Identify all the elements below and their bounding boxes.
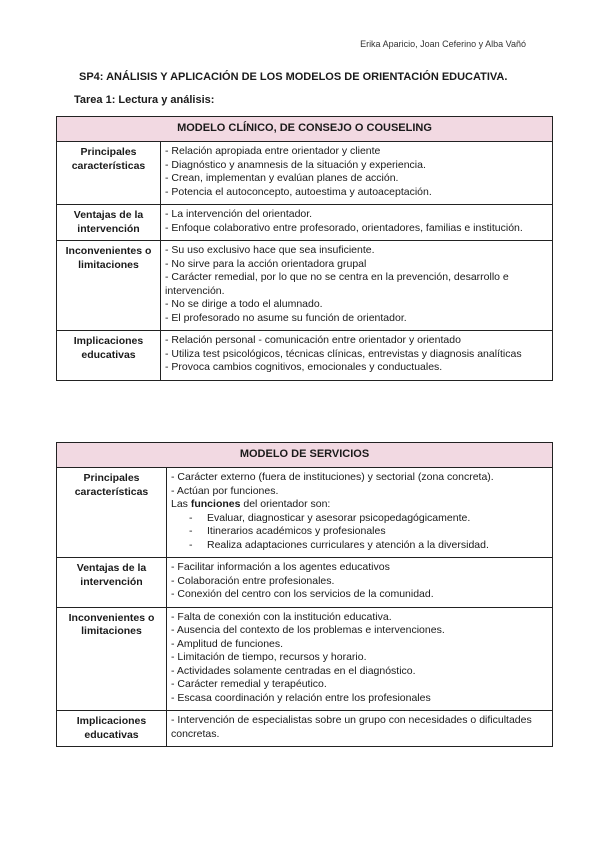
lead-text: Las [171,498,191,510]
list-item: - Carácter remedial y terapéutico. [171,678,327,690]
dash-bullet: - [189,525,193,537]
row-content [161,241,553,331]
row-content [161,205,553,241]
row-heading: Inconvenientes o limitaciones [57,607,167,711]
table-row [57,711,553,747]
list-item: - Carácter remedial, por lo que no se centra en la prevención, desarrollo e intervención. [165,271,509,297]
task-subtitle: Tarea 1: Lectura y análisis: [74,94,215,106]
table-row [57,205,553,241]
list-item: - Ausencia del contexto de los problemas e intervenciones. [171,624,445,636]
sub-list-item [171,525,548,539]
services-model-table [56,442,553,747]
sub-list-item [171,512,548,526]
list-item: - Actúan por funciones. [171,484,279,497]
list-item: - Carácter externo (fuera de instituciones) y sectorial (zona concreta). [171,471,494,483]
row-content [167,468,553,558]
list-item: - Utiliza test psicológicos, técnicas clínicas, entrevistas y diagnosis analíticas [165,347,522,360]
lead-bold-word: funciones [190,498,241,510]
row-content [167,558,553,608]
row-heading: Implicaciones educativas [57,711,167,747]
row-heading: Ventajas de la intervención [57,205,161,241]
table-row [57,607,553,711]
list-item: - Falta de conexión con la institución educativa. [171,610,392,623]
list-item: - El profesorado no asume su función de orientador. [165,311,407,324]
sub-list-item-text: Itinerarios académicos y profesionales [207,525,386,537]
list-item: - Limitación de tiempo, recursos y horario. [171,651,367,663]
row-heading: Principales características [57,468,167,558]
row-content [167,607,553,711]
list-item: - Conexión del centro con los servicios de la comunidad. [171,588,434,600]
table-row [57,142,553,205]
list-item: - Amplitud de funciones. [171,637,284,650]
table-row [57,558,553,608]
table-row [57,331,553,381]
list-item: - Colaboración entre profesionales. [171,574,335,587]
list-item: - Diagnóstico y anamnesis de la situación y experiencia. [165,158,426,171]
row-heading: Principales características [57,142,161,205]
list-item: - Enfoque colaborativo entre profesorado, orientadores, familias e institución. [165,221,523,234]
functions-lead [171,498,548,512]
list-item: - No se dirige a todo el alumnado. [165,298,323,310]
row-content [167,711,553,747]
list-item: - No sirve para la acción orientadora grupal [165,257,367,270]
author-names: Erika Aparicio, Joan Ceferino y Alba Vañó [360,39,526,49]
table-title: MODELO DE SERVICIOS [57,443,553,468]
list-item: - Relación apropiada entre orientador y cliente [165,145,381,157]
list-item: - Actividades solamente centradas en el diagnóstico. [171,664,416,677]
row-content [161,331,553,381]
table-title: MODELO CLÍNICO, DE CONSEJO O COUSELING [57,117,553,142]
list-item: - Provoca cambios cognitivos, emocionales y conductuales. [165,361,443,373]
row-heading: Ventajas de la intervención [57,558,167,608]
list-item: - La intervención del orientador. [165,208,313,220]
dash-bullet: - [189,538,193,551]
list-item: - Su uso exclusivo hace que sea insuficiente. [165,244,375,256]
list-item: - Relación personal - comunicación entre orientador y orientado [165,334,461,346]
lead-text: del orientador son: [240,498,331,510]
row-content [161,142,553,205]
sub-list-item-text: Realiza adaptaciones curriculares y atención a la diversidad. [207,538,489,551]
list-item: - Potencia el autoconcepto, autoestima y autoaceptación. [165,185,432,198]
clinical-model-table [56,116,553,381]
row-heading: Inconvenientes o limitaciones [57,241,161,331]
table-row [57,241,553,331]
sub-list-item-text: Evaluar, diagnosticar y asesorar psicopedagógicamente. [207,511,471,524]
document-title: SP4: ANÁLISIS Y APLICACIÓN DE LOS MODELOS DE ORIENTACIÓN EDUCATIVA. [79,71,508,83]
list-item: - Crean, implementan y evalúan planes de acción. [165,172,399,184]
dash-bullet: - [189,511,193,524]
sub-list-item [171,539,548,553]
list-item: - Escasa coordinación y relación entre los profesionales [171,691,431,704]
list-item: - Facilitar información a los agentes educativos [171,561,390,573]
row-heading: Implicaciones educativas [57,331,161,381]
table-row [57,468,553,558]
list-item: - Intervención de especialistas sobre un grupo con necesidades o dificultades concretas. [171,714,532,740]
